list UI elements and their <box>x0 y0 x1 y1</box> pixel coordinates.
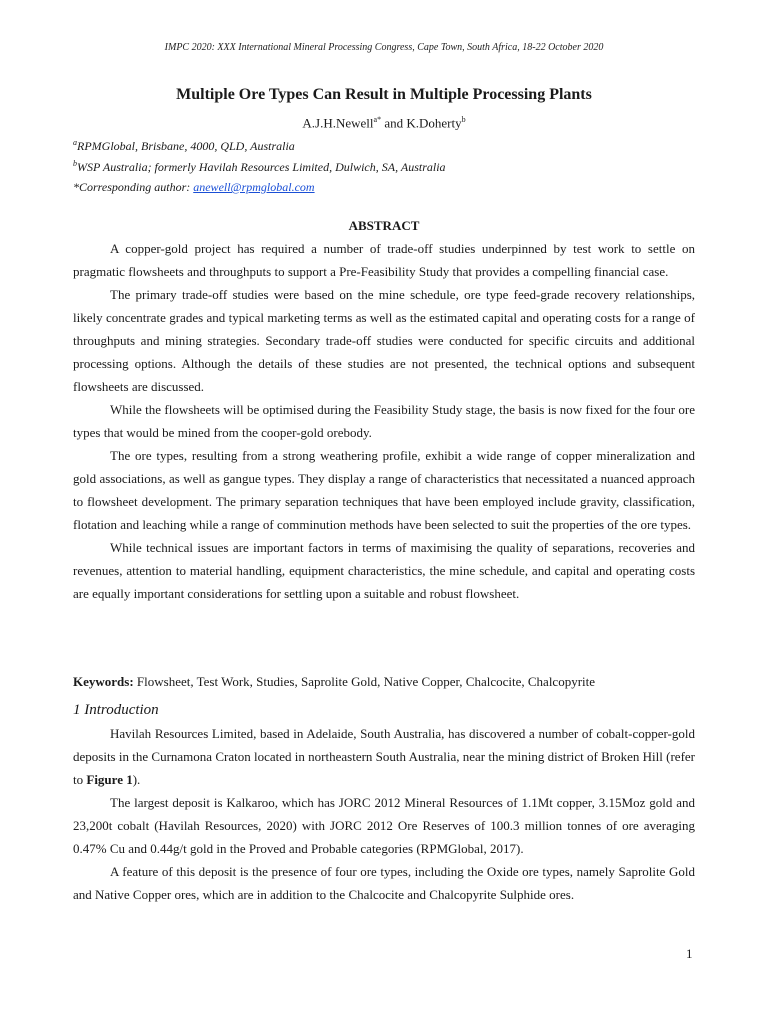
keywords <box>73 670 695 693</box>
keywords-label: Keywords: <box>73 674 134 689</box>
affiliation-text: RPMGlobal, Brisbane, 4000, QLD, Australia <box>77 139 295 153</box>
affiliation-text: WSP Australia; formerly Havilah Resources Limited, Dulwich, SA, Australia <box>77 160 446 174</box>
author-name: K.Doherty <box>406 115 462 131</box>
affiliation-superscript: a <box>73 138 77 147</box>
corresponding-email-link[interactable]: anewell@rpmglobal.com <box>193 180 315 194</box>
affiliation-a <box>73 138 295 154</box>
abstract-heading: ABSTRACT <box>348 218 420 233</box>
author-superscript: b <box>461 115 466 124</box>
intro-text: ). <box>132 772 141 787</box>
abstract-body <box>73 237 695 605</box>
abstract-paragraph: The primary trade-off studies were based on the mine schedule, ore type feed-grade recovery relationships, likely concentrate grades and typical marketing terms as well as the estimated capital and operating costs for a range of throughputs and mining strategies. Secondary trade-off studies were conducted for specific circuits and additional processing options. Although the details of these studies are not presented, the technical options and subsequent flowsheets are discussed. <box>73 287 695 394</box>
abstract-paragraph: While the flowsheets will be optimised during the Feasibility Study stage, the basis is now fixed for the four ore types that would be mined from the cooper-gold orebody. <box>73 402 695 440</box>
introduction-body <box>73 722 695 906</box>
author-line <box>0 115 768 131</box>
intro-paragraph: The largest deposit is Kalkaroo, which has JORC 2012 Mineral Resources of 1.1Mt copper, 3.15Moz gold and 23,200t cobalt (Havilah Resources, 2020) with JORC 2012 Ore Reserves of 100.3 million tonnes of ore averaging 0.47% Cu and 0.44g/t gold in the Proved and Probable categories (RPMGlobal, 2017). <box>73 795 695 856</box>
running-header: IMPC 2020: XXX International Mineral Processing Congress, Cape Town, South Africa, 18-22 October 2020 <box>164 42 604 53</box>
corresponding-label: *Corresponding author: <box>73 180 194 194</box>
author-conjunction: and <box>381 115 407 131</box>
figure-reference: Figure 1 <box>86 772 133 787</box>
intro-paragraph <box>73 722 695 791</box>
abstract-paragraph: While technical issues are important factors in terms of maximising the quality of separations, recoveries and revenues, attention to material handling, equipment characteristics, the mine schedule, and capital and operating costs are equally important considerations for settling upon a suitable and robust flowsheet. <box>73 540 695 601</box>
page-number: 1 <box>686 946 693 961</box>
abstract-paragraph: The ore types, resulting from a strong weathering profile, exhibit a wide range of copper mineralization and gold associations, as well as gangue types. They display a range of characteristics that necessitated a nuanced approach to flowsheet development. The primary separation techniques that have been employed include gravity, classification, flotation and leaching while a range of comminution methods have been selected to suit the properties of the ore types. <box>73 448 695 532</box>
intro-text: Havilah Resources Limited, based in Adelaide, South Australia, has discovered a number of cobalt-copper-gold deposits in the Curnamona Craton located in northeastern South Australia, near the mining district of Broken Hill (refer to <box>73 726 695 787</box>
abstract-paragraph: A copper-gold project has required a number of trade-off studies underpinned by test work to settle on pragmatic flowsheets and throughputs to support a Pre-Feasibility Study that provides a compelling financial case. <box>73 241 695 279</box>
paper-title: Multiple Ore Types Can Result in Multiple Processing Plants <box>176 86 592 103</box>
affiliation-b <box>73 159 446 175</box>
intro-paragraph: A feature of this deposit is the presence of four ore types, including the Oxide ore types, namely Saprolite Gold and Native Copper ores, which are in addition to the Chalcocite and Chalcopyrite Sulphide ores. <box>73 864 695 902</box>
affiliation-superscript: b <box>73 159 77 168</box>
corresponding-author <box>73 180 315 195</box>
keywords-list: Flowsheet, Test Work, Studies, Saprolite Gold, Native Copper, Chalcocite, Chalcopyrite <box>133 674 596 689</box>
author-superscript: a* <box>373 115 382 124</box>
section-heading-introduction: 1 Introduction <box>73 702 159 718</box>
author-name: A.J.H.Newell <box>302 115 374 131</box>
